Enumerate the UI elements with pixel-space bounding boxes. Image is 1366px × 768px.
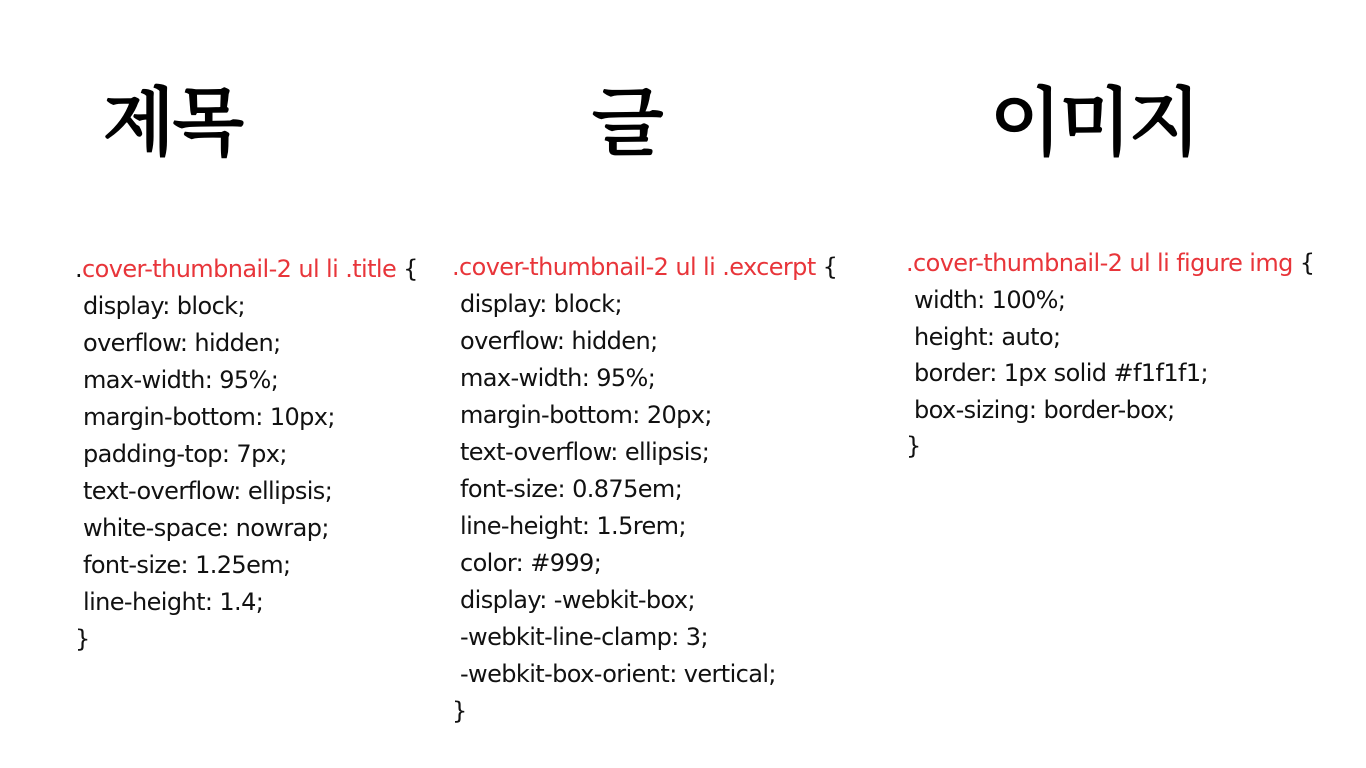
css-declaration: color: #999; (460, 549, 602, 577)
selector-dot: . (75, 255, 83, 283)
css-declaration: width: 100%; (914, 286, 1066, 314)
css-declaration: line-height: 1.5rem; (460, 512, 686, 540)
css-declaration: text-overflow: ellipsis; (83, 477, 333, 505)
css-declaration: border: 1px solid #f1f1f1; (914, 359, 1208, 387)
css-declaration: -webkit-line-clamp: 3; (460, 623, 708, 651)
css-declaration: display: block; (460, 290, 622, 318)
css-declaration: height: auto; (914, 322, 1061, 351)
close-brace: } (452, 697, 467, 725)
css-declaration: overflow: hidden; (83, 329, 281, 357)
css-declaration: line-height: 1.4; (83, 588, 264, 616)
open-brace: { (815, 253, 838, 281)
css-declaration: box-sizing: border-box; (914, 395, 1175, 424)
css-selector-line (906, 245, 1314, 282)
heading-title: 제목 (103, 80, 242, 166)
css-declaration: padding-top: 7px; (83, 440, 287, 468)
css-selector: .cover-thumbnail-2 ul li .excerpt (452, 253, 816, 281)
css-declaration: max-width: 95%; (460, 364, 656, 392)
css-declaration: display: block; (83, 292, 245, 320)
css-declaration: white-space: nowrap; (83, 514, 329, 542)
css-block-image (906, 245, 1314, 465)
css-declaration: display: -webkit-box; (460, 586, 695, 614)
css-declaration: max-width: 95%; (83, 366, 279, 394)
heading-excerpt: 글 (592, 80, 662, 166)
close-brace: } (906, 432, 921, 460)
css-declaration: -webkit-box-orient: vertical; (460, 660, 776, 688)
css-declaration: overflow: hidden; (460, 327, 658, 355)
css-declaration: text-overflow: ellipsis; (460, 438, 710, 466)
css-block-title (75, 251, 418, 658)
heading-image: 이미지 (990, 80, 1199, 166)
open-brace: { (1292, 249, 1315, 277)
css-declaration: font-size: 0.875em; (460, 475, 683, 503)
close-brace: } (75, 625, 90, 653)
css-declaration: margin-bottom: 20px; (460, 401, 712, 429)
open-brace: { (396, 255, 418, 283)
css-selector-line (452, 249, 837, 286)
css-block-excerpt (452, 249, 837, 730)
css-selector-line (75, 251, 418, 288)
css-declaration: margin-bottom: 10px; (83, 403, 335, 431)
css-selector: .cover-thumbnail-2 ul li figure img (906, 249, 1293, 277)
css-declaration: font-size: 1.25em; (83, 551, 291, 579)
css-selector: cover-thumbnail-2 ul li .title (82, 255, 397, 283)
